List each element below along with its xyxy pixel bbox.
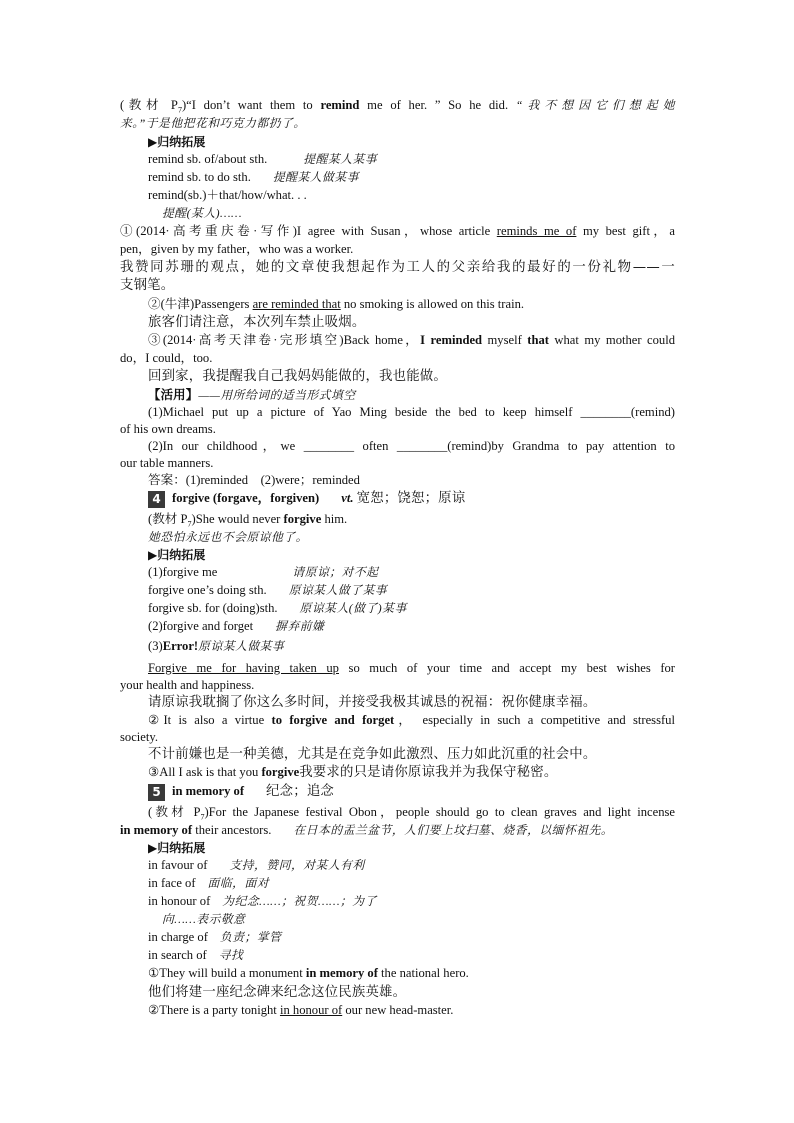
remind-example-3: ③(2014·高考天津卷·完形填空)Back home，I reminded myself that what my mother could — [148, 333, 676, 347]
forgive-example-1-translation: 请原谅我耽搁了你这么多时间，并接受我极其诚恳的祝福：祝你健康幸福。 — [148, 695, 597, 710]
memory-expand-header: ▶归纳拓展 — [148, 841, 206, 855]
forgive-expand-item: forgive one’s doing sth. 原谅某人做了某事 — [148, 583, 388, 597]
section-number-badge: 5 — [148, 784, 165, 801]
remind-example-2-translation: 旅客们请注意，本次列车禁止吸烟。 — [148, 315, 366, 330]
memory-example-1: ①They will build a monument in memory of the national hero. — [148, 966, 469, 980]
forgive-example-2-cont: society. — [120, 730, 159, 744]
forgive-example-2: ②It is also a virtue to forgive and forget， especially in such a competitive and stressful — [148, 713, 675, 727]
practice-item-2: (2)In our childhood，we ________ often ________(remind)by Grandma to pay attention to — [148, 439, 675, 453]
forgive-source-translation: 她恐怕永远也不会原谅他了。 — [148, 530, 308, 544]
remind-example-2: ②(牛津)Passengers are reminded that no smoking is allowed on this train. — [148, 297, 525, 311]
practice-item-2-cont: our table manners. — [120, 456, 214, 470]
forgive-source-line: (教材 $P_7)She$ would never forgive him. — [148, 512, 348, 529]
practice-answer: 答案：(1)reminded (2)were；reminded — [148, 473, 360, 487]
section-number-badge: 4 — [148, 491, 165, 508]
forgive-error-line: (3)Error!原谅某人做某事 — [148, 639, 285, 653]
memory-expand-item: in face of 面临，面对 — [148, 876, 270, 890]
remind-source-line: (教材 $P_7)“I$ don’t want them to remind me of her. ” So he did. “我不想因它们想起她 — [120, 98, 675, 115]
practice-item-1-cont: of his own dreams. — [120, 422, 216, 436]
forgive-expand-item: forgive sb. for (doing)sth. 原谅某人(做了)某事 — [148, 601, 407, 615]
forgive-heading: 4 forgive (forgave，forgiven) vt. 宽恕；饶恕；原谅 — [148, 490, 465, 508]
memory-source-line-cont: in memory of their ancestors. 在日本的盂兰盆节，人们要上坟扫墓、烧香，以缅怀祖先。 — [120, 823, 614, 837]
remind-example-1-translation: 我赞同苏珊的观点，她的文章使我想起作为工人的父亲给我的最好的一份礼物——一 — [120, 260, 675, 275]
remind-example-1-translation-cont: 支钢笔。 — [120, 278, 175, 293]
memory-example-1-translation: 他们将建一座纪念碑来纪念这位民族英雄。 — [148, 985, 407, 1000]
remind-expand-item: remind sb. to do sth. 提醒某人做某事 — [148, 170, 359, 184]
memory-expand-item: in honour of 为纪念……；祝贺……；为了 — [148, 894, 377, 908]
remind-source-translation: 来。”于是他把花和巧克力都扔了。 — [120, 116, 306, 130]
forgive-expand-item: (1)forgive me 请原谅；对不起 — [148, 565, 379, 579]
memory-expand-item: in search of 寻找 — [148, 948, 244, 962]
remind-expand-item: remind sb. of/about sth. 提醒某人某事 — [148, 152, 378, 166]
forgive-example-1: Forgive me for having taken up so much of your time and accept my best wishes for — [148, 661, 676, 675]
memory-expand-item-cont: 向……表示敬意 — [162, 912, 246, 926]
forgive-example-2-translation: 不计前嫌也是一种美德，尤其是在竞争如此激烈、压力如此沉重的社会中。 — [148, 747, 597, 762]
remind-expand-item-translation: 提醒(某人)…… — [162, 206, 243, 220]
forgive-example-1-cont: your health and happiness. — [120, 678, 255, 692]
forgive-example-3: ③All I ask is that you forgive我要求的只是请你原谅我并为我保守秘密。 — [148, 765, 558, 780]
remind-example-3-cont: do，I could，too. — [120, 351, 213, 365]
memory-source-line: (教材 $P_7)For$ the Japanese festival Obon，people should go to clean graves and light incense — [148, 805, 675, 822]
memory-example-2: ②There is a party tonight in honour of our new head-master. — [148, 1003, 454, 1017]
memory-heading: 5 in memory of 纪念；追念 — [148, 783, 334, 801]
forgive-expand-item: (2)forgive and forget 摒弃前嫌 — [148, 619, 325, 633]
remind-expand-item: remind(sb.)＋that/how/what. . . — [148, 188, 307, 202]
remind-expand-header: ▶归纳拓展 — [148, 135, 206, 149]
practice-header: 【活用】——用所给词的适当形式填空 — [148, 387, 356, 402]
remind-example-1: ①(2014·高考重庆卷·写作)I agree with Susan，whose article reminds me of my best gift，a — [120, 224, 675, 238]
remind-example-1-cont: pen，given by my father，who was a worker. — [120, 242, 354, 256]
practice-item-1: (1)Michael put up a picture of Yao Ming beside the bed to keep himself ________(remind) — [148, 405, 675, 419]
forgive-expand-header: ▶归纳拓展 — [148, 548, 206, 562]
remind-example-3-translation: 回到家，我提醒我自己我妈妈能做的，我也能做。 — [148, 369, 447, 384]
memory-expand-item: in charge of 负责；掌管 — [148, 930, 282, 944]
memory-expand-item: in favour of 支持，赞同，对某人有利 — [148, 858, 365, 872]
